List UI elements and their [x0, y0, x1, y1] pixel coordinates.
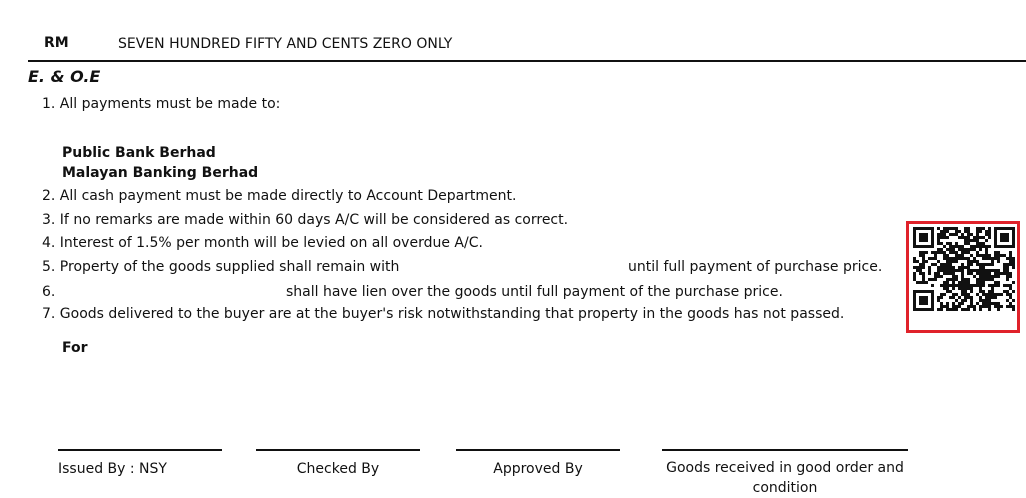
term-6-text: shall have lien over the goods until full payment of the purchase price. — [286, 284, 783, 300]
term-2: 2. All cash payment must be made directly to Account Department. — [42, 188, 517, 204]
eoe-heading: E. & O.E — [28, 67, 101, 86]
term-1: 1. All payments must be made to: — [42, 96, 281, 112]
term-5-start: 5. Property of the goods supplied shall remain with — [42, 259, 400, 275]
checked-by-line — [256, 449, 420, 451]
amount-currency: RM — [44, 35, 69, 51]
goods-received-label: Goods received in good order and condition — [666, 460, 904, 496]
bank-name-2: Malayan Banking Berhad — [62, 165, 259, 181]
issued-by-label: Issued By : NSY — [58, 461, 167, 477]
term-5-end: until full payment of purchase price. — [628, 259, 883, 275]
goods-received-line — [662, 449, 908, 451]
qr-code-icon — [913, 227, 1015, 311]
amount-in-words: SEVEN HUNDRED FIFTY AND CENTS ZERO ONLY — [118, 36, 453, 52]
term-3: 3. If no remarks are made within 60 days A/C will be considered as correct. — [42, 212, 569, 228]
checked-by-label: Checked By — [296, 461, 380, 477]
term-6-number: 6. — [42, 284, 56, 300]
for-label: For — [62, 340, 88, 356]
approved-by-label: Approved By — [493, 461, 583, 477]
approved-by-line — [456, 449, 620, 451]
term-4: 4. Interest of 1.5% per month will be levied on all overdue A/C. — [42, 235, 483, 251]
bank-name-1: Public Bank Berhad — [62, 145, 216, 161]
qr-code-frame — [906, 221, 1020, 333]
term-7: 7. Goods delivered to the buyer are at the buyer's risk notwithstanding that property in the goods has not passed. — [42, 306, 845, 322]
amount-divider — [28, 60, 1026, 62]
issued-by-line — [58, 449, 222, 451]
